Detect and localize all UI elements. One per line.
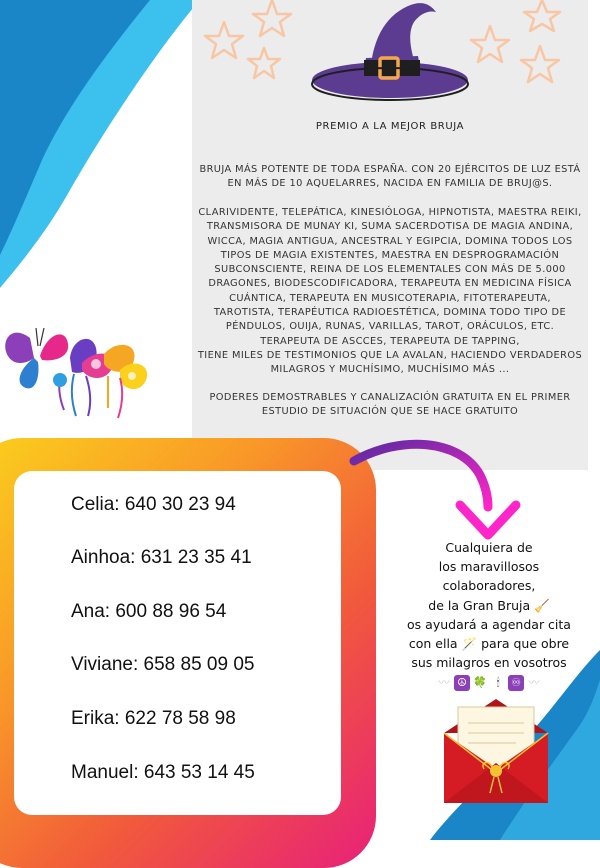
description-line: SUBCONSCIENTE, REINA DE LOS ELEMENTALES CON MÁS DE 5.000 (214, 264, 566, 276)
curved-arrow-icon (340, 435, 530, 545)
description-line: TIPOS DE MAGIA EXISTENTES, MAESTRA EN DESPROGRAMACIÓN (220, 249, 560, 261)
clover-icon: 🍀 (473, 676, 487, 690)
contact-phone-celia[interactable]: Celia: 640 30 23 94 (71, 494, 236, 515)
infinity-icon: ♾ (508, 675, 524, 691)
butterfly-flowers-icon (0, 318, 170, 428)
peace-icon: ☮ (454, 675, 470, 691)
description-line: CLARIVIDENTE, TELEPÁTICA, KINESIÓLOGA, HIPNOTISTA, MAESTRA REIKI, (198, 207, 582, 218)
contact-phone-ainhoa[interactable]: Ainhoa: 631 23 35 41 (71, 547, 252, 568)
description-line: TRANSMISORA DE MUNAY KI, SUMA SACERDOTISA DE MAGIA ANDINA, (206, 221, 574, 233)
description-line: MILAGROS Y MUCHÍSIMO, MUCHÍSIMO MÁS ... (270, 364, 510, 376)
candle-icon: 🕯 (496, 676, 500, 690)
helpers-line: los maravillosos (438, 559, 540, 575)
helpers-line: sus milagros en vosotros (411, 655, 567, 671)
helpers-line: Cualquiera de (445, 540, 533, 555)
wing-icon: 〰 (438, 676, 450, 690)
description-line: WICCA, MAGIA ANTIGUA, ANCESTRAL Y EGIPCIA, DOMINA TODOS LOS (207, 235, 573, 247)
emoji-symbol-row (436, 675, 542, 691)
description-line: PÉNDULOS, OUIJA, RUNAS, VARILLAS, TAROT, ORÁCULOS, ETC. (225, 321, 555, 333)
award-description-offer (192, 391, 588, 420)
left-wave-decoration (0, 0, 200, 290)
helpers-line: os ayudará a agendar cita (407, 616, 571, 632)
description-line: BRUJA MÁS POTENTE DE TODA ESPAÑA. CON 20 EJÉRCITOS DE LUZ ESTÁ (199, 164, 581, 175)
contact-phone-erika[interactable]: Erika: 622 78 58 98 (71, 708, 236, 729)
helpers-line: colaboradores, (442, 578, 536, 594)
award-title: PREMIO A LA MEJOR BRUJA (315, 121, 465, 132)
envelope-icon (440, 693, 552, 809)
wing-icon: 〰 (528, 676, 540, 690)
description-line: TERAPEUTA DE ASCCES, TERAPEUTA DE TAPPING, (260, 335, 520, 347)
description-line: TAROTISTA, TERAPÉUTICA RADIOESTÉTICA, DOMINA TODO TIPO DE (213, 307, 567, 319)
award-description-intro (192, 163, 588, 192)
helpers-message (378, 538, 600, 692)
description-line: CUÁNTICA, TERAPEUTA EN MUSICOTERAPIA, FITOTERAPEUTA, (229, 292, 551, 304)
contact-phone-manuel[interactable]: Manuel: 643 53 14 45 (71, 762, 255, 783)
witch-hat-icon (310, 0, 470, 110)
description-line: EN MÁS DE 10 AQUELARRES, NACIDA EN FAMILIA DE BRUJ@S. (227, 178, 553, 190)
contact-phone-ana[interactable]: Ana: 600 88 96 54 (71, 601, 227, 622)
contact-phone-viviane[interactable]: Viviane: 658 85 09 05 (71, 654, 255, 675)
description-line: ESTUDIO DE SITUACIÓN QUE SE HACE GRATUITO (261, 406, 519, 418)
helpers-line: de la Gran Bruja 🧹 (428, 597, 550, 613)
description-line: DRAGONES, BIODESCODIFICADORA, TERAPEUTA EN MEDICINA FÍSICA (208, 278, 572, 290)
award-description-skills (192, 206, 588, 378)
description-line: TIENE MILES DE TESTIMONIOS QUE LA AVALAN, HACIENDO VERDADEROS (197, 349, 583, 361)
helpers-line: con ella 🪄 para que obre (408, 636, 570, 652)
description-line: PODERES DEMOSTRABLES Y CANALIZACIÓN GRATUITA EN EL PRIMER (209, 392, 571, 403)
